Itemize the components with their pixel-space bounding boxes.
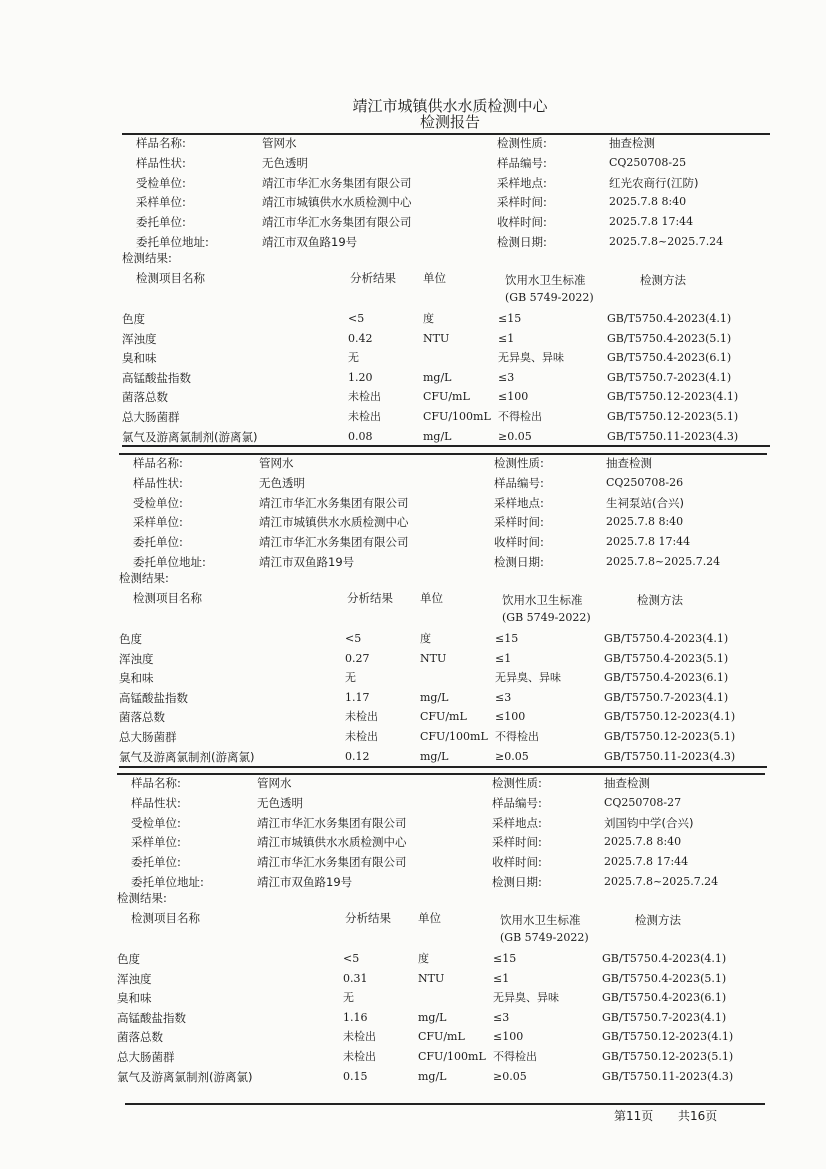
item-unit: CFU/100mL xyxy=(420,730,488,743)
info-value: 生祠泵站(合兴) xyxy=(606,495,684,510)
col-header-standard-ref: (GB 5749-2022) xyxy=(500,931,589,944)
item-method: GB/T5750.4-2023(4.1) xyxy=(604,632,729,645)
info-label: 委托单位: xyxy=(133,535,183,550)
info-label: 样品编号: xyxy=(497,155,547,170)
item-name: 氯气及游离氯制剂(游离氯) xyxy=(122,429,258,444)
item-unit: CFU/100mL xyxy=(423,410,491,423)
info-label: 样品名称: xyxy=(131,776,181,790)
item-limit: ≤1 xyxy=(498,331,515,345)
item-limit: 不得检出 xyxy=(498,410,542,423)
col-header-result: 分析结果 xyxy=(347,591,393,605)
info-label: 收样时间: xyxy=(492,855,542,870)
item-method: GB/T5750.11-2023(4.3) xyxy=(607,429,739,443)
col-header-standard: 饮用水卫生标准 xyxy=(502,593,583,607)
info-value: 2025.7.8 17:44 xyxy=(609,215,694,229)
item-limit: ≤15 xyxy=(498,312,522,325)
info-label: 受检单位: xyxy=(133,495,183,510)
item-unit: CFU/mL xyxy=(420,710,467,724)
item-unit: 度 xyxy=(418,952,429,965)
col-header-method: 检测方法 xyxy=(640,273,686,287)
col-header-result: 分析结果 xyxy=(345,911,391,925)
item-name: 菌落总数 xyxy=(117,1030,163,1045)
item-limit: 不得检出 xyxy=(493,1050,537,1063)
info-label: 收样时间: xyxy=(497,215,547,230)
item-method: GB/T5750.12-2023(5.1) xyxy=(604,730,736,743)
item-result: 未检出 xyxy=(345,710,378,724)
info-label: 检测性质: xyxy=(492,776,542,790)
info-value: 2025.7.8~2025.7.24 xyxy=(604,875,719,888)
item-result: 0.12 xyxy=(345,749,370,763)
info-value: 抽查检测 xyxy=(606,456,652,470)
col-header-method: 检测方法 xyxy=(637,593,683,607)
item-limit: ≥0.05 xyxy=(498,429,532,443)
info-value: 管网水 xyxy=(257,776,292,790)
item-name: 浑浊度 xyxy=(122,331,157,346)
info-label: 检测性质: xyxy=(497,136,547,150)
item-limit: ≤100 xyxy=(493,1030,524,1044)
info-value: 无色透明 xyxy=(262,155,308,170)
info-label: 受检单位: xyxy=(131,815,181,830)
item-result: 1.16 xyxy=(343,1010,368,1024)
item-limit: ≤3 xyxy=(493,1010,510,1024)
item-unit: mg/L xyxy=(418,1069,447,1083)
info-label: 委托单位: xyxy=(131,855,181,870)
org-title: 靖江市城镇供水水质检测中心 xyxy=(352,97,548,115)
info-label: 采样时间: xyxy=(494,515,544,530)
item-result: 未检出 xyxy=(348,410,381,423)
info-value: 2025.7.8 17:44 xyxy=(604,855,689,869)
item-result: 0.08 xyxy=(348,429,373,443)
info-value: 2025.7.8 17:44 xyxy=(606,535,691,549)
info-value: 2025.7.8~2025.7.24 xyxy=(609,235,724,248)
info-value: 靖江市城镇供水水质检测中心 xyxy=(262,195,412,210)
info-label: 样品性状: xyxy=(133,475,183,490)
item-limit: ≤3 xyxy=(495,690,512,704)
item-result: 0.27 xyxy=(345,651,370,665)
info-value: 刘国钧中学(合兴) xyxy=(604,815,694,830)
footer-rule xyxy=(125,1103,765,1105)
info-value: 无色透明 xyxy=(259,475,305,490)
col-header-unit: 单位 xyxy=(420,591,443,605)
info-value: 靖江市双鱼路19号 xyxy=(262,235,358,249)
info-label: 采样地点: xyxy=(497,175,547,190)
info-label: 样品名称: xyxy=(136,136,186,150)
results-label: 检测结果: xyxy=(119,571,169,585)
info-label: 委托单位地址: xyxy=(136,235,209,249)
item-name: 高锰酸盐指数 xyxy=(122,370,191,385)
item-unit: CFU/100mL xyxy=(418,1050,486,1063)
item-result: 1.20 xyxy=(348,370,373,384)
item-unit: mg/L xyxy=(423,370,452,384)
info-value: 2025.7.8 8:40 xyxy=(606,515,684,529)
col-header-standard: 饮用水卫生标准 xyxy=(500,913,581,927)
info-label: 检测性质: xyxy=(494,456,544,470)
item-method: GB/T5750.12-2023(5.1) xyxy=(607,410,739,423)
col-header-item: 检测项目名称 xyxy=(136,271,205,285)
item-limit: ≥0.05 xyxy=(493,1069,527,1083)
item-result: 未检出 xyxy=(343,1030,376,1044)
item-method: GB/T5750.12-2023(4.1) xyxy=(604,710,736,724)
info-value: 靖江市华汇水务集团有限公司 xyxy=(257,855,407,870)
item-result: 0.42 xyxy=(348,331,373,345)
info-label: 检测日期: xyxy=(497,235,547,249)
item-method: GB/T5750.4-2023(6.1) xyxy=(604,671,729,685)
info-label: 检测日期: xyxy=(492,875,542,889)
item-result: <5 xyxy=(343,952,360,965)
col-header-method: 检测方法 xyxy=(635,913,681,927)
page-total: 共16页 xyxy=(678,1109,718,1123)
item-method: GB/T5750.11-2023(4.3) xyxy=(604,749,736,763)
item-result: 0.15 xyxy=(343,1069,368,1083)
info-value: 管网水 xyxy=(259,456,294,470)
item-method: GB/T5750.12-2023(4.1) xyxy=(607,390,739,404)
item-result: 未检出 xyxy=(343,1050,376,1063)
item-name: 浑浊度 xyxy=(119,651,154,666)
item-name: 浑浊度 xyxy=(117,971,152,986)
item-unit: 度 xyxy=(423,312,434,325)
item-method: GB/T5750.7-2023(4.1) xyxy=(604,690,729,704)
block-end-rule xyxy=(122,445,770,447)
item-name: 菌落总数 xyxy=(119,710,165,725)
item-result: 未检出 xyxy=(345,730,378,743)
item-name: 臭和味 xyxy=(117,991,152,1006)
info-value: 靖江市华汇水务集团有限公司 xyxy=(262,215,412,230)
item-unit: NTU xyxy=(423,331,450,345)
col-header-item: 检测项目名称 xyxy=(131,911,200,925)
item-method: GB/T5750.4-2023(5.1) xyxy=(602,971,727,985)
item-unit: mg/L xyxy=(423,429,452,443)
info-value: 靖江市双鱼路19号 xyxy=(257,875,353,889)
item-name: 色度 xyxy=(117,952,140,966)
item-unit: mg/L xyxy=(420,749,449,763)
item-method: GB/T5750.7-2023(4.1) xyxy=(607,370,732,384)
item-result: <5 xyxy=(348,312,365,325)
info-value: 靖江市城镇供水水质检测中心 xyxy=(259,515,409,530)
col-header-item: 检测项目名称 xyxy=(133,591,202,605)
info-value: CQ250708-25 xyxy=(609,155,687,169)
item-unit: NTU xyxy=(418,971,445,985)
results-label: 检测结果: xyxy=(117,891,167,905)
item-limit: 无异臭、异味 xyxy=(498,351,564,365)
item-result: 无 xyxy=(345,671,356,685)
info-value: 靖江市华汇水务集团有限公司 xyxy=(257,815,407,830)
info-label: 委托单位: xyxy=(136,215,186,230)
info-value: 抽查检测 xyxy=(604,776,650,790)
info-label: 受检单位: xyxy=(136,175,186,190)
info-label: 采样时间: xyxy=(492,835,542,850)
info-value: 靖江市华汇水务集团有限公司 xyxy=(262,175,412,190)
info-label: 收样时间: xyxy=(494,535,544,550)
item-name: 氯气及游离氯制剂(游离氯) xyxy=(119,749,255,764)
block-end-rule xyxy=(119,766,767,768)
info-label: 采样单位: xyxy=(131,835,181,850)
item-name: 氯气及游离氯制剂(游离氯) xyxy=(117,1069,253,1084)
item-limit: ≥0.05 xyxy=(495,749,529,763)
item-method: GB/T5750.4-2023(5.1) xyxy=(604,651,729,665)
item-method: GB/T5750.12-2023(5.1) xyxy=(602,1050,734,1063)
item-name: 色度 xyxy=(122,312,145,326)
item-method: GB/T5750.4-2023(4.1) xyxy=(607,312,732,325)
col-header-result: 分析结果 xyxy=(350,271,396,285)
info-label: 样品编号: xyxy=(492,795,542,810)
info-label: 检测日期: xyxy=(494,555,544,569)
info-value: 靖江市华汇水务集团有限公司 xyxy=(259,535,409,550)
info-label: 采样时间: xyxy=(497,195,547,210)
info-label: 采样单位: xyxy=(133,515,183,530)
item-result: 无 xyxy=(343,991,354,1005)
item-method: GB/T5750.12-2023(4.1) xyxy=(602,1030,734,1044)
item-unit: mg/L xyxy=(420,690,449,704)
item-limit: ≤100 xyxy=(495,710,526,724)
info-value: 2025.7.8~2025.7.24 xyxy=(606,555,721,568)
item-name: 总大肠菌群 xyxy=(122,410,180,424)
info-value: 抽查检测 xyxy=(609,136,655,150)
info-label: 样品名称: xyxy=(133,456,183,470)
info-value: 无色透明 xyxy=(257,795,303,810)
item-unit: CFU/mL xyxy=(423,390,470,404)
item-name: 总大肠菌群 xyxy=(119,730,177,744)
block-top-rule xyxy=(122,133,770,135)
info-value: CQ250708-26 xyxy=(606,475,684,489)
info-value: 靖江市华汇水务集团有限公司 xyxy=(259,495,409,510)
item-limit: ≤1 xyxy=(493,971,510,985)
report-title: 检测报告 xyxy=(419,113,480,131)
item-limit: 无异臭、异味 xyxy=(495,671,561,685)
item-method: GB/T5750.4-2023(4.1) xyxy=(602,952,727,965)
item-result: 1.17 xyxy=(345,690,370,704)
item-result: 0.31 xyxy=(343,971,368,985)
item-name: 总大肠菌群 xyxy=(117,1050,175,1064)
item-name: 色度 xyxy=(119,632,142,646)
col-header-standard: 饮用水卫生标准 xyxy=(505,273,586,287)
item-limit: 无异臭、异味 xyxy=(493,991,559,1005)
item-name: 高锰酸盐指数 xyxy=(119,690,188,705)
col-header-standard-ref: (GB 5749-2022) xyxy=(505,291,594,304)
item-method: GB/T5750.4-2023(6.1) xyxy=(602,991,727,1005)
col-header-unit: 单位 xyxy=(423,271,446,285)
info-label: 采样地点: xyxy=(494,495,544,510)
item-name: 臭和味 xyxy=(122,351,157,366)
item-name: 高锰酸盐指数 xyxy=(117,1010,186,1025)
item-limit: ≤1 xyxy=(495,651,512,665)
info-value: 2025.7.8 8:40 xyxy=(604,835,682,849)
item-name: 菌落总数 xyxy=(122,390,168,405)
info-label: 委托单位地址: xyxy=(133,555,206,569)
item-result: 无 xyxy=(348,351,359,365)
info-value: CQ250708-27 xyxy=(604,795,682,809)
info-value: 靖江市双鱼路19号 xyxy=(259,555,355,569)
item-limit: ≤15 xyxy=(495,632,519,645)
item-unit: NTU xyxy=(420,651,447,665)
item-limit: 不得检出 xyxy=(495,730,539,743)
results-label: 检测结果: xyxy=(122,251,172,265)
item-method: GB/T5750.4-2023(5.1) xyxy=(607,331,732,345)
info-label: 采样地点: xyxy=(492,815,542,830)
info-label: 样品性状: xyxy=(131,795,181,810)
page-number: 第11页 xyxy=(614,1109,654,1123)
col-header-unit: 单位 xyxy=(418,911,441,925)
block-top-rule xyxy=(119,453,767,455)
item-unit: 度 xyxy=(420,632,431,645)
item-unit: mg/L xyxy=(418,1010,447,1024)
info-value: 靖江市城镇供水水质检测中心 xyxy=(257,835,407,850)
info-label: 样品性状: xyxy=(136,155,186,170)
info-value: 2025.7.8 8:40 xyxy=(609,195,687,209)
block-top-rule xyxy=(117,773,765,775)
item-name: 臭和味 xyxy=(119,671,154,686)
info-label: 样品编号: xyxy=(494,475,544,490)
info-label: 委托单位地址: xyxy=(131,875,204,889)
item-method: GB/T5750.7-2023(4.1) xyxy=(602,1010,727,1024)
info-value: 红光农商行(江防) xyxy=(609,175,699,190)
col-header-standard-ref: (GB 5749-2022) xyxy=(502,611,591,624)
info-value: 管网水 xyxy=(262,136,297,150)
info-label: 采样单位: xyxy=(136,195,186,210)
item-limit: ≤15 xyxy=(493,952,517,965)
item-method: GB/T5750.4-2023(6.1) xyxy=(607,351,732,365)
item-result: <5 xyxy=(345,632,362,645)
item-unit: CFU/mL xyxy=(418,1030,465,1044)
item-limit: ≤3 xyxy=(498,370,515,384)
item-result: 未检出 xyxy=(348,390,381,404)
item-method: GB/T5750.11-2023(4.3) xyxy=(602,1069,734,1083)
item-limit: ≤100 xyxy=(498,390,529,404)
